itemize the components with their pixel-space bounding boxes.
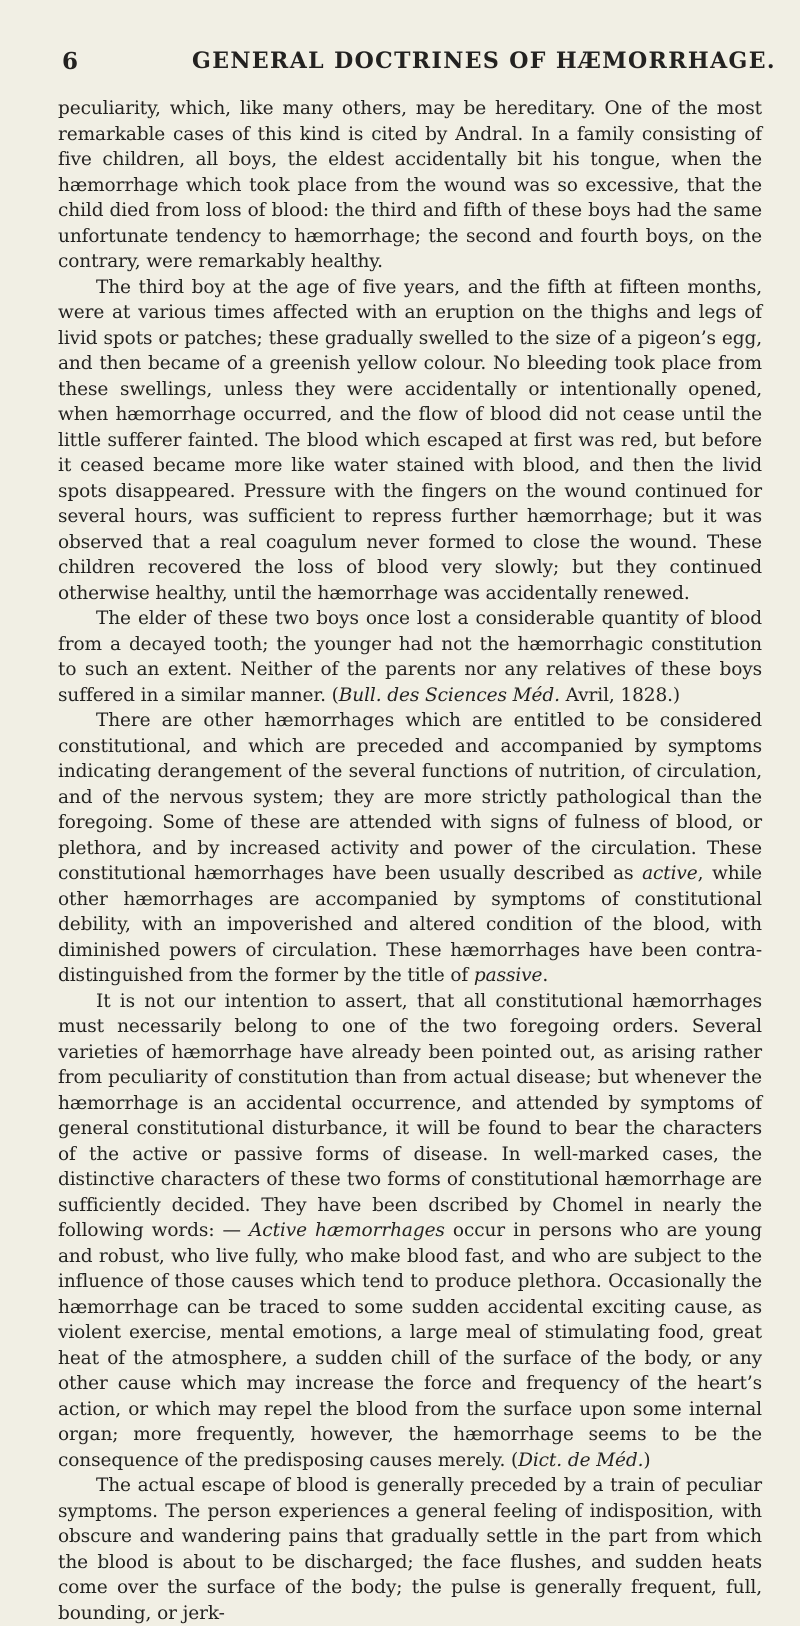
text-run: There are other hæmorrhages which are entitled to be considered constitutional, and which are preceded and accompanied by symptoms indicating derangement of the several functions of nutrition, of circulation, and of the nervous system; they are more strictly pathological than the foregoing. Some of these are attended with signs of fulness of blood, or plethora, and by increased activity and power of the circulation. These constitutional hæmorrhages have been usually described as — [58, 710, 762, 884]
page-header — [58, 48, 776, 88]
paragraph-actual-escape — [58, 1473, 762, 1626]
running-head: GENERAL DOCTRINES OF HÆMORRHAGE. — [192, 48, 776, 74]
paragraph-continuation — [58, 96, 762, 275]
text-run: occur in persons who are young and robust, who live fully, who make blood fast, and who are subject to the influence of those causes which tend to produce plethora. Occasionally the hæmorrhage can be traced to some sudden accidental exciting cause, as violent exercise, mental emotions, a large meal of stimulating food, great heat of the atmosphere, a sudden chill of the surface of the body, or any other cause which may increase the force and frequency of the heart’s action, or which may repel the blood from the surface upon some internal organ; more frequently, however, the hæmorrhage seems to be the consequence of the predisposing causes merely. ( — [58, 1220, 763, 1471]
text-run: The elder of these two boys once lost a considerable quantity of blood from a decayed tooth; the younger had not the hæmorrhagic constitution to such an extent. Neither of the parents nor any relatives of these boys suffered in a similar manner. ( — [58, 608, 762, 706]
citation-title: Dict. de Méd. — [518, 1449, 644, 1471]
term-active: active — [642, 863, 698, 884]
text-run: , while other hæmorrhages are accompanied by symptoms of constitutional debility, with an impoverished and altered condition of the blood, with diminished powers of circulation. These hæmorrhages have been contra-distinguished from the former by the title of — [58, 863, 763, 986]
text-run: ) — [643, 1449, 651, 1471]
body-text — [58, 96, 762, 1626]
text-run: The third boy at the age of five years, and the fifth at fifteen months, were at various times affected with an eruption on the thighs and legs of livid spots or patches; these gradually swelled to the size of a pigeon’s egg, and then became of a greenish yellow colour. No bleeding took place from these swellings, unless they were accidentally or intentionally opened, when hæmorrhage occurred, and the flow of blood did not cease until the little sufferer fainted. The blood which escaped at first was red, but before it ceased became more like water stained with blood, and then the livid spots disappeared. Pressure with the fingers on the wound continued for several hours, was sufficient to repress further hæmorrhage; but it was observed that a real coagulum never formed to close the wound. These children recovered the loss of blood very slowly; but they continued otherwise healthy, until the hæmorrhage was accidentally renewed. — [58, 276, 762, 604]
term-active-haemorrhages: Active hæmorrhages — [249, 1220, 445, 1241]
text-run: It is not our intention to assert, that all constitutional hæmorrhages must necessarily belong to one of the two foregoing orders. Several varieties of hæmorrhage have already been pointed out, as arising rather from peculiarity of constitution than from actual disease; but whenever the hæmorrhage is an accidental occurrence, and attended by symptoms of general constitutional disturbance, it will be found to bear the characters of the active or passive forms of disease. In well-marked cases, the distinctive characters of these two forms of constitutional hæmorrhage are sufficiently decided. They have been dscribed by Chomel in nearly the following words: — — [58, 990, 762, 1241]
citation-title: Bull. des Sciences Méd. — [338, 684, 560, 706]
paragraph-elder-boy — [58, 606, 762, 708]
paragraph-constitutional — [58, 708, 762, 989]
term-passive: passive — [473, 965, 543, 986]
text-run: peculiarity, which, like many others, may be hereditary. One of the most remarkable cases of this kind is cited by Andral. In a family consisting of five children, all boys, the eldest accidentally bit his tongue, when the hæmorrhage which took place from the wound was so excessive, that the child died from loss of blood: the third and fifth of these boys had the same unfortunate tendency to hæmorrhage; the second and fourth boys, on the contrary, were remarkably healthy. — [58, 98, 762, 272]
paragraph-chomel — [58, 989, 762, 1474]
page-number: 6 — [62, 48, 79, 75]
text-run: The actual escape of blood is generally preceded by a train of peculiar symptoms. The person experiences a general feeling of indisposition, with obscure and wandering pains that gradually settle in the part from which the blood is about to be discharged; the face flushes, and sudden heats come over the surface of the body; the pulse is generally frequent, full, bounding, or jerk- — [58, 1475, 762, 1624]
paragraph-third-boy — [58, 275, 762, 607]
text-run: . — [542, 965, 549, 986]
text-run: Avril, 1828.) — [559, 684, 681, 706]
